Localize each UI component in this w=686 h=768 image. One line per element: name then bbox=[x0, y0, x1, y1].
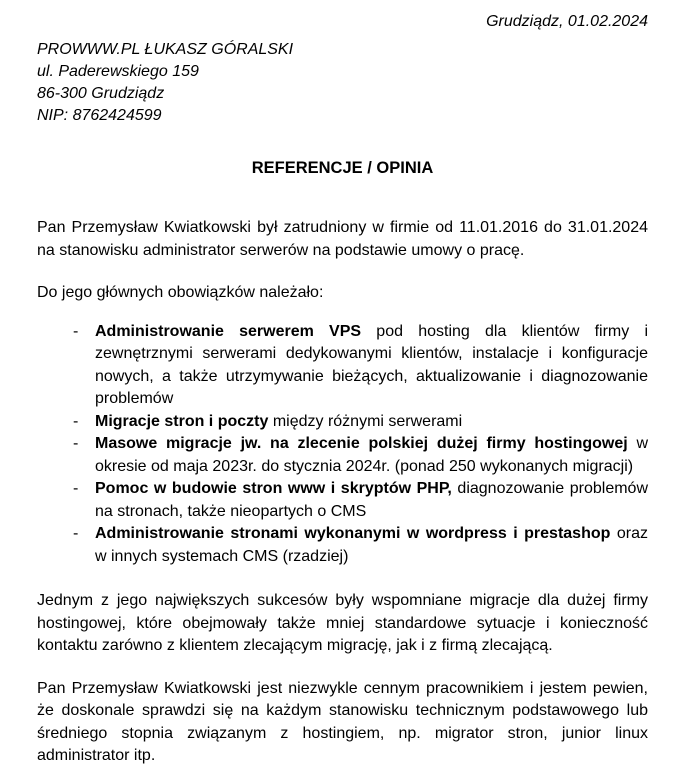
sender-company-name: PROWWW.PL ŁUKASZ GÓRALSKI bbox=[37, 41, 294, 58]
duty-bold-lead: Masowe migracje jw. na zlecenie polskiej dużej firmy hostingowej bbox=[95, 435, 628, 452]
paragraph-employment-intro: Pan Przemysław Kwiatkowski był zatrudniony w firmie od 11.01.2016 do 31.01.2024 na stanowisku administrator serwerów na podstawie umowy o pracę. bbox=[37, 219, 648, 259]
duty-text bbox=[95, 411, 648, 434]
dash-bullet: - bbox=[73, 435, 79, 452]
paragraph-duties-intro: Do jego głównych obowiązków należało: bbox=[37, 284, 324, 301]
duty-bold-lead: Pomoc w budowie stron www i skryptów PHP, bbox=[95, 480, 452, 497]
duty-rest: diagnozowanie problemów na stronach, także nieopartych o CMS bbox=[95, 480, 648, 520]
duty-text bbox=[95, 523, 648, 568]
list-item bbox=[37, 411, 648, 434]
dash-bullet: - bbox=[73, 480, 79, 497]
sender-city: 86-300 Grudziądz bbox=[37, 85, 165, 102]
sender-block bbox=[37, 39, 648, 127]
duty-bold-lead: Administrowanie stronami wykonanymi w wordpress i prestashop bbox=[95, 525, 611, 542]
sender-street: ul. Paderewskiego 159 bbox=[37, 63, 199, 80]
duty-bold-lead: Administrowanie serwerem VPS bbox=[95, 322, 362, 340]
duties-list bbox=[37, 321, 648, 569]
duty-rest: oraz w innych systemach CMS (rzadziej) bbox=[95, 525, 648, 565]
duty-text bbox=[95, 478, 648, 523]
paragraph-successes: Jednym z jego największych sukcesów były wspomniane migracje dla dużej firmy hostingowej, które obejmowały także mniej standardowe sytuacje i konieczność kontaktu zarówno z klientem zlecającym migrację, jak i z firmą zlecającą. bbox=[37, 592, 648, 654]
duty-rest: między różnymi serwerami bbox=[268, 412, 463, 430]
duty-text bbox=[95, 321, 648, 411]
duty-text bbox=[95, 433, 648, 478]
dash-bullet: - bbox=[73, 525, 79, 542]
duty-bold-lead: Migracje stron i poczty bbox=[95, 412, 269, 430]
dash-bullet: - bbox=[73, 412, 79, 430]
list-item bbox=[37, 478, 648, 523]
dash-bullet: - bbox=[73, 322, 79, 340]
document-title: REFERENCJE / OPINIA bbox=[251, 159, 434, 177]
sender-nip: NIP: 8762424599 bbox=[37, 107, 162, 124]
paragraph-recommendation: Pan Przemysław Kwiatkowski jest niezwykle cennym pracownikiem i jestem pewien, że doskonale sprawdzi się na każdym stanowisku technicznym podstawowego lub średniego stopnia związanym z hostingiem, np. migrator stron, junior linux administrator itp. bbox=[37, 679, 648, 764]
duty-rest: pod hosting dla klientów firmy i zewnętrznymi serwerami dedykowanymi klientów, instalacje i konfiguracje nowych, a także utrzymywanie bieżących, aktualizowanie i diagnozowanie problemów bbox=[95, 322, 649, 407]
document-date: Grudziądz, 01.02.2024 bbox=[486, 13, 648, 30]
list-item bbox=[37, 433, 648, 478]
duty-rest: w okresie od maja 2023r. do stycznia 2024r. (ponad 250 wykonanych migracji) bbox=[95, 435, 648, 475]
list-item bbox=[37, 523, 648, 568]
list-item bbox=[37, 321, 648, 411]
